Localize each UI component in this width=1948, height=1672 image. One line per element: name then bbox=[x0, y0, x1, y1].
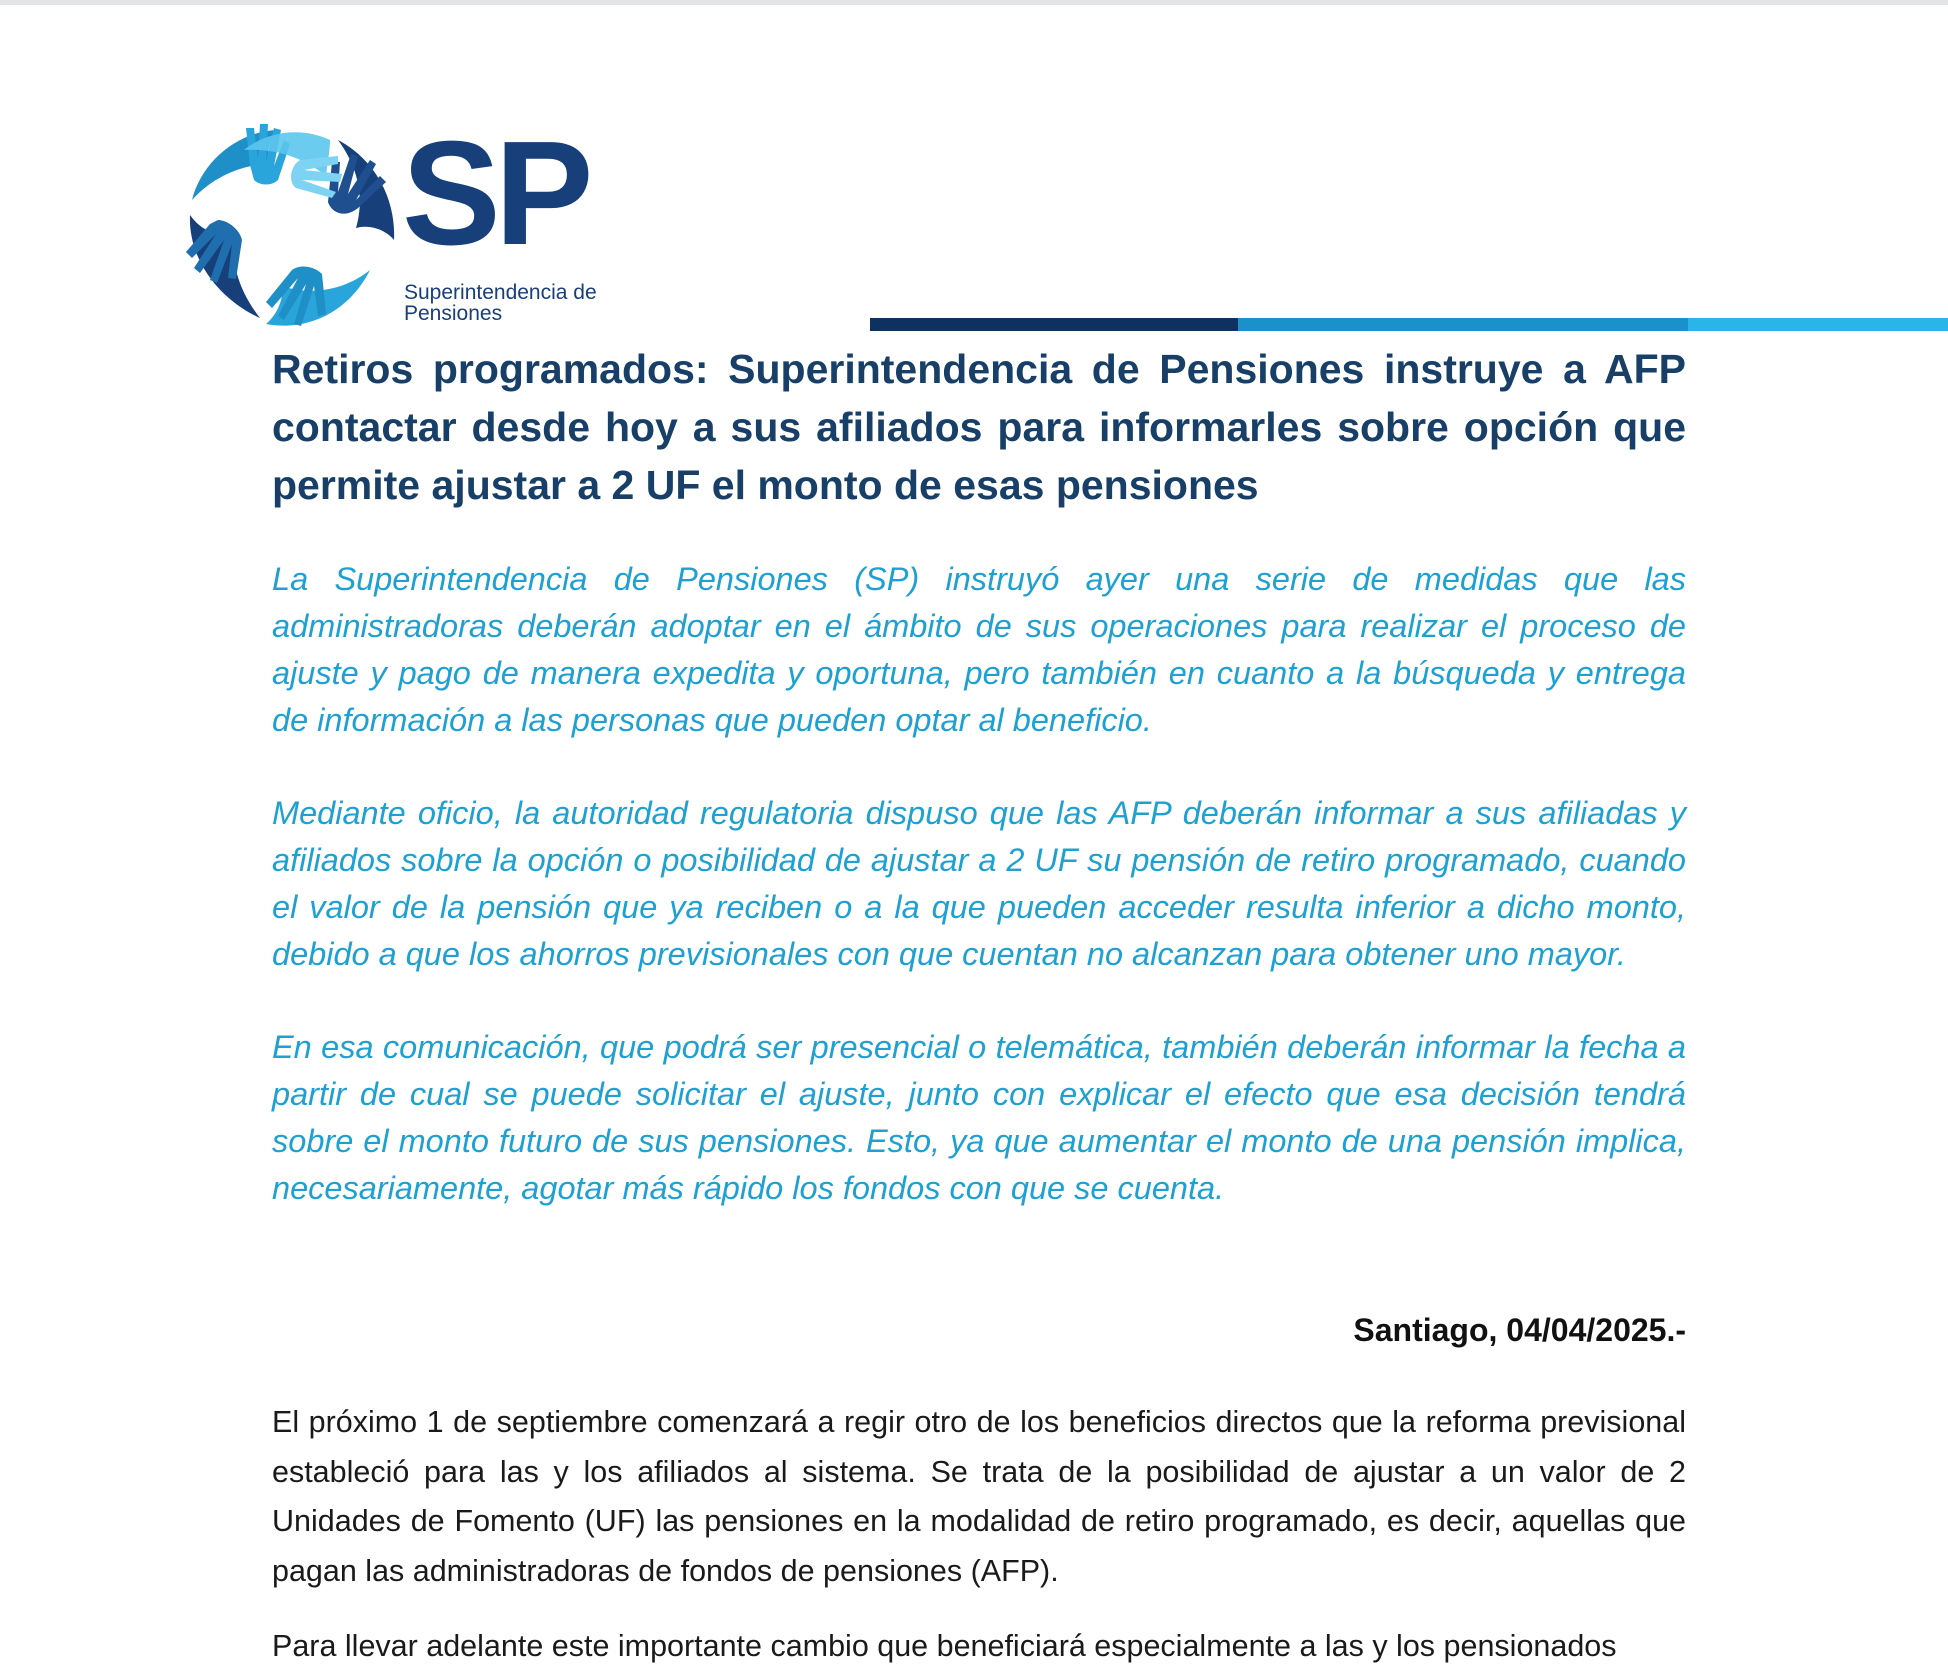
logo-mark-text: SP bbox=[402, 111, 588, 276]
document-content bbox=[272, 340, 1686, 1212]
hands-star-icon bbox=[180, 120, 400, 330]
lead-paragraph-1: La Superintendencia de Pensiones (SP) instruyó ayer una serie de medidas que las administradoras deberán adoptar en el ámbito de sus operaciones para realizar el proceso de ajuste y pago de manera expedita y oportuna, pero también en cuanto a la búsqueda y entrega de información a las personas que pueden optar al beneficio. bbox=[272, 561, 1686, 738]
sp-logo bbox=[180, 111, 600, 330]
header-bar-dark bbox=[870, 318, 1238, 331]
lead-paragraph-3: En esa comunicación, que podrá ser presencial o telemática, también deberán informar la fecha a partir de cual se puede solicitar el ajuste, junto con explicar el efecto que esa decisión tendrá sobre el monto futuro de sus pensiones. Esto, ya que aumentar el monto de una pensión implica, necesariamente, agotar más rápido los fondos con que se cuenta. bbox=[272, 1029, 1686, 1206]
logo-subtitle bbox=[404, 282, 597, 324]
top-rule bbox=[0, 0, 1948, 5]
page-title: Retiros programados: Superintendencia de Pensiones instruye a AFP contactar desde hoy a sus afiliados para informarles sobre opción que permite ajustar a 2 UF el monto de esas pensiones bbox=[272, 346, 1686, 508]
body-paragraph-2: Para llevar adelante este importante cambio que beneficiará especialmente a las y los pensionados bbox=[272, 1629, 1617, 1663]
header-bar-light bbox=[1688, 318, 1948, 331]
body-paragraph-1: El próximo 1 de septiembre comenzará a regir otro de los beneficios directos que la reforma previsional estableció para las y los afiliados al sistema. Se trata de la posibilidad de ajustar a un valor de 2 Unidades de Fomento (UF) las pensiones en la modalidad de retiro programado, es decir, aquellas que pagan las administradoras de fondos de pensiones (AFP). bbox=[272, 1405, 1686, 1588]
document-body bbox=[272, 1398, 1686, 1672]
lead-paragraph-2: Mediante oficio, la autoridad regulatoria dispuso que las AFP deberán informar a sus afiliadas y afiliados sobre la opción o posibilidad de ajustar a 2 UF su pensión de retiro programado, cuando el valor de la pensión que ya reciben o a la que pueden acceder resulta inferior a dicho monto, debido a que los ahorros previsionales con que cuentan no alcanzan para obtener uno mayor. bbox=[272, 795, 1686, 972]
dateline: Santiago, 04/04/2025.- bbox=[1353, 1312, 1686, 1348]
logo-subtitle-line-2: Pensiones bbox=[404, 302, 503, 325]
header-bar-mid bbox=[1238, 318, 1688, 331]
logo-subtitle-line-1: Superintendencia de bbox=[404, 281, 597, 304]
